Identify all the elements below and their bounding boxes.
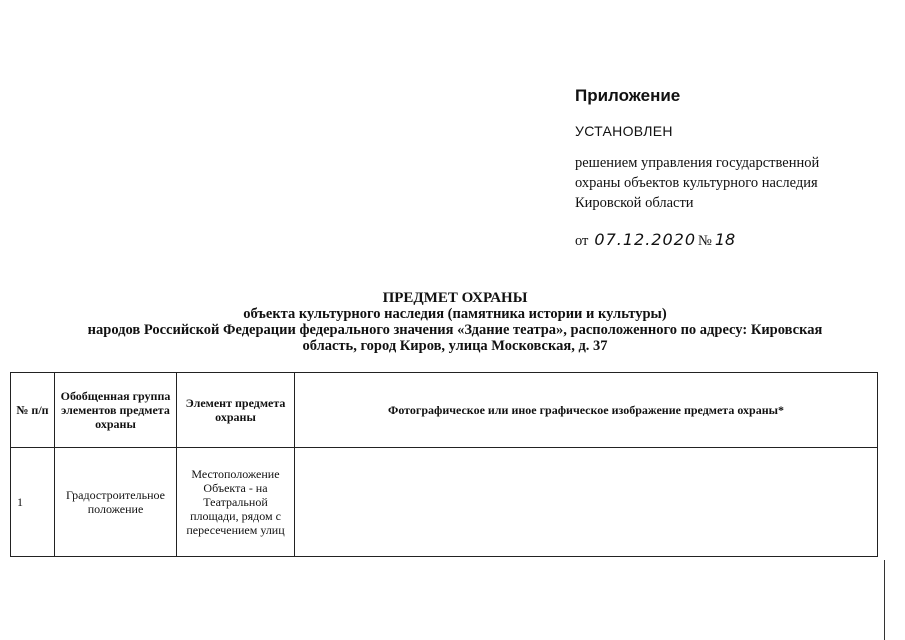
header-image: Фотографическое или иное графическое изображение предмета охраны* — [295, 373, 878, 448]
document-heading — [40, 290, 870, 354]
cell-group: Градостроительное положение — [55, 448, 177, 557]
heading-line: народов Российской Федерации федерального значения «Здание театра», расположенного по адресу: Кировская — [87, 322, 823, 338]
number-label: № — [698, 233, 712, 249]
scan-edge-line — [884, 560, 885, 640]
protection-table — [10, 372, 878, 557]
decision-line: Кировской области — [575, 195, 694, 211]
cell-element: Местоположение Объекта - на Театральной площади, рядом с пересечением улиц — [177, 448, 295, 557]
heading-title: ПРЕДМЕТ ОХРАНЫ — [382, 290, 528, 306]
date-prefix: от — [575, 233, 589, 249]
table-row — [11, 448, 878, 557]
decision-text — [575, 153, 875, 213]
cell-num: 1 — [11, 448, 55, 557]
header-num: № п/п — [11, 373, 55, 448]
cell-image — [295, 448, 878, 557]
table-header-row — [11, 373, 878, 448]
date-line — [575, 230, 875, 250]
number-value: 18 — [714, 230, 736, 249]
header-element: Элемент предмета охраны — [177, 373, 295, 448]
approved-label: УСТАНОВЛЕН — [575, 123, 673, 139]
appendix-title: Приложение — [575, 86, 681, 105]
heading-line: область, город Киров, улица Московская, д. 37 — [302, 338, 608, 354]
appendix-block — [575, 86, 875, 250]
heading-line: объекта культурного наследия (памятника истории и культуры) — [243, 306, 667, 322]
decision-line: решением управления государственной — [575, 155, 820, 171]
header-group: Обобщенная группа элементов предмета охраны — [55, 373, 177, 448]
decision-line: охраны объектов культурного наследия — [575, 175, 818, 191]
date-value: 07.12.2020 — [594, 230, 697, 249]
